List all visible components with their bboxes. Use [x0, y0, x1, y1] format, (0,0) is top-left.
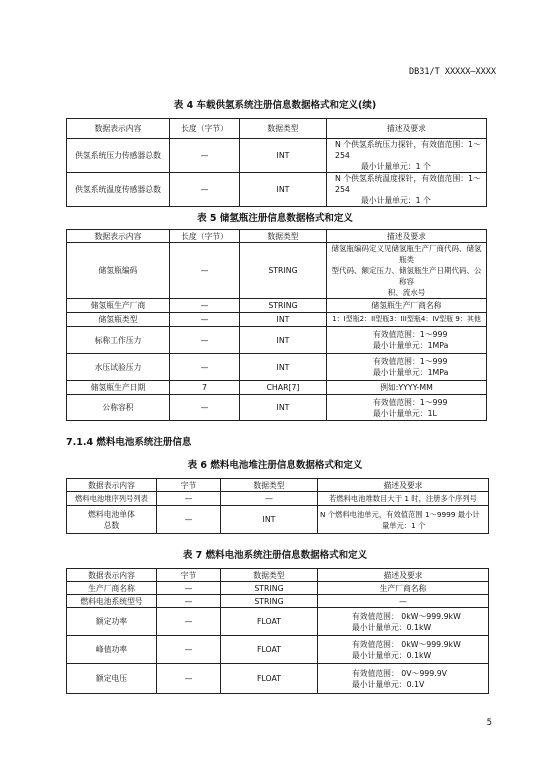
desc-line: 最小计量单元：0.1kW: [352, 622, 432, 632]
desc-line: 有效值范围：1～999: [373, 357, 448, 366]
table4-caption: 表 4 车载供氢系统注册信息数据格式和定义(续): [173, 100, 377, 111]
table5: [66, 229, 487, 421]
cell-desc: 若燃料电池堆数目大于 1 时，注册多个序列号: [318, 492, 489, 506]
cell-name: 储氢瓶类型: [67, 313, 170, 327]
cell-type: INT: [240, 139, 327, 173]
cell-name: 储氢瓶编码: [67, 243, 170, 299]
table7-header-length: 字节: [157, 569, 221, 582]
desc-line: 型代码、额定压力、储氢瓶生产日期代码、公称容: [331, 266, 482, 286]
table5-header-row: [67, 230, 487, 243]
cell-name: [67, 506, 157, 534]
cell-type: INT: [240, 313, 327, 327]
cell-type: FLOAT: [221, 664, 318, 694]
cell-length: —: [157, 582, 221, 595]
cell-length: —: [157, 664, 221, 694]
cell-name: 水压试验压力: [67, 354, 170, 381]
cell-desc: [327, 354, 487, 381]
desc-line: 有效值范围： 0kW～999.9kW: [352, 639, 461, 649]
table5-caption: 表 5 储氢瓶注册信息数据格式和定义: [197, 213, 353, 224]
cell-length: —: [170, 354, 240, 381]
cell-desc: [318, 664, 489, 694]
desc-line: 最小计量单元：0.1kW: [352, 650, 432, 660]
table6-header-length: 字节: [157, 479, 221, 492]
table-row: [67, 608, 489, 636]
table7-header-type: 数据类型: [221, 569, 318, 582]
table-row: [67, 327, 487, 354]
cell-desc: [327, 173, 487, 207]
table5-header-length: 长度（字节）: [170, 230, 240, 243]
cell-type: CHAR[7]: [240, 381, 327, 395]
table-row: [67, 506, 489, 534]
cell-desc: [327, 139, 487, 173]
table-row: [67, 313, 487, 327]
desc-line: 有效值范围：1～999: [373, 397, 448, 407]
cell-name: 燃料电池堆序列号列表: [67, 492, 157, 506]
table-row: [67, 664, 489, 694]
cell-desc: [318, 506, 489, 534]
cell-type: INT: [240, 354, 327, 381]
table7-header-desc: 描述及要求: [318, 569, 489, 582]
table7-header-content: 数据表示内容: [67, 569, 157, 582]
cell-desc: 例如:YYYY-MM: [327, 381, 487, 395]
cell-name: 供氢系统压力传感器总数: [67, 139, 170, 173]
name-line: 燃料电池单体: [88, 509, 135, 519]
desc-line: N 个供氢系统压力探针，有效值范围：1～254: [335, 140, 481, 160]
cell-length: 7: [170, 381, 240, 395]
cell-length: —: [170, 395, 240, 421]
table5-header-type: 数据类型: [240, 230, 327, 243]
table-row: [67, 381, 487, 395]
cell-length: —: [170, 173, 240, 207]
cell-desc: 1：I型瓶2：II型瓶3：III型瓶4：IV型瓶 9：其他: [327, 313, 487, 327]
cell-desc: [327, 327, 487, 354]
table6-caption: 表 6 燃料电池堆注册信息数据格式和定义: [187, 460, 363, 471]
cell-type: STRING: [221, 595, 318, 608]
table-row: [67, 173, 487, 207]
cell-type: FLOAT: [221, 608, 318, 636]
desc-line: 最小计量单元：1MPa: [373, 341, 449, 350]
table7: [66, 568, 489, 694]
table4: [66, 118, 487, 207]
cell-length: —: [170, 313, 240, 327]
table7-caption: 表 7 燃料电池系统注册信息数据格式和定义: [182, 550, 368, 561]
cell-name: 额定电压: [67, 664, 157, 694]
desc-line: 最小计量单元：1MPa: [373, 368, 449, 377]
table4-header-content: 数据表示内容: [67, 119, 170, 139]
table4-header-desc: 描述及要求: [327, 119, 487, 139]
cell-length: —: [170, 327, 240, 354]
cell-type: STRING: [240, 299, 327, 313]
desc-line: 有效值范围：1～999: [373, 330, 448, 339]
desc-line: 储氢瓶编码定义见储氢瓶生产厂商代码、储氢瓶类: [331, 244, 482, 264]
table5-header-desc: 描述及要求: [327, 230, 487, 243]
desc-line: N 个供氢系统温度探针，有效值范围：1～254: [335, 174, 481, 194]
table7-header-row: [67, 569, 489, 582]
cell-length: —: [157, 506, 221, 534]
table6-header-content: 数据表示内容: [67, 479, 157, 492]
cell-name: 供氢系统温度传感器总数: [67, 173, 170, 207]
cell-name: 储氢瓶生产日期: [67, 381, 170, 395]
cell-desc: 生产厂商名称: [318, 582, 489, 595]
cell-type: INT: [221, 506, 318, 534]
table-row: [67, 243, 487, 299]
cell-length: —: [170, 243, 240, 299]
cell-type: STRING: [221, 582, 318, 595]
cell-type: INT: [240, 395, 327, 421]
table-row: [67, 395, 487, 421]
table6-header-type: 数据类型: [221, 479, 318, 492]
cell-desc: 储氢瓶生产厂商名称: [327, 299, 487, 313]
cell-type: FLOAT: [221, 636, 318, 664]
desc-line: 最小计量单元：1 个: [361, 196, 431, 205]
desc-line: 有效值范围： 0kW～999.9kW: [352, 611, 461, 621]
desc-line: 有效值范围： 0V～999.9V: [352, 668, 448, 678]
cell-name: 燃料电池系统型号: [67, 595, 157, 608]
document-id: DB31/T XXXXX—XXXX: [409, 67, 496, 77]
cell-type: STRING: [240, 243, 327, 299]
cell-type: —: [221, 492, 318, 506]
desc-line: 最小计量单元：1L: [373, 408, 437, 418]
cell-length: —: [170, 139, 240, 173]
cell-length: —: [157, 608, 221, 636]
table6-header-row: [67, 479, 489, 492]
table6: [66, 478, 489, 534]
page-number: 5: [486, 718, 492, 728]
cell-type: INT: [240, 173, 327, 207]
table4-header-type: 数据类型: [240, 119, 327, 139]
cell-name: 储氢瓶生产厂商: [67, 299, 170, 313]
cell-name: 生产厂商名称: [67, 582, 157, 595]
cell-type: INT: [240, 327, 327, 354]
cell-desc: [327, 243, 487, 299]
name-line: 总数: [103, 520, 120, 530]
cell-name: 额定功率: [67, 608, 157, 636]
desc-line: 量单元：1 个: [382, 520, 426, 530]
table-row: [67, 299, 487, 313]
section-heading: 7.1.4 燃料电池系统注册信息: [66, 437, 192, 448]
cell-desc: [318, 608, 489, 636]
table6-header-desc: 描述及要求: [318, 479, 489, 492]
table-row: [67, 595, 489, 608]
desc-line: 最小计量单元：0.1V: [352, 679, 425, 689]
desc-line: 积、流水号: [387, 288, 426, 297]
cell-length: —: [157, 595, 221, 608]
table5-header-content: 数据表示内容: [67, 230, 170, 243]
cell-desc: [318, 636, 489, 664]
cell-desc: —: [318, 595, 489, 608]
table-row: [67, 582, 489, 595]
cell-name: 峰值功率: [67, 636, 157, 664]
cell-length: —: [170, 299, 240, 313]
cell-length: —: [157, 492, 221, 506]
table-row: [67, 354, 487, 381]
desc-line: 最小计量单元：1 个: [361, 162, 431, 171]
cell-length: —: [157, 636, 221, 664]
table-row: [67, 492, 489, 506]
cell-name: 公称容积: [67, 395, 170, 421]
desc-line: N 个燃料电池单元，有效值范围 1～9999 最小计: [320, 509, 480, 519]
table4-header-row: [67, 119, 487, 139]
table-row: [67, 636, 489, 664]
cell-name: 标称工作压力: [67, 327, 170, 354]
cell-desc: [327, 395, 487, 421]
table-row: [67, 139, 487, 173]
table4-header-length: 长度（字节）: [170, 119, 240, 139]
